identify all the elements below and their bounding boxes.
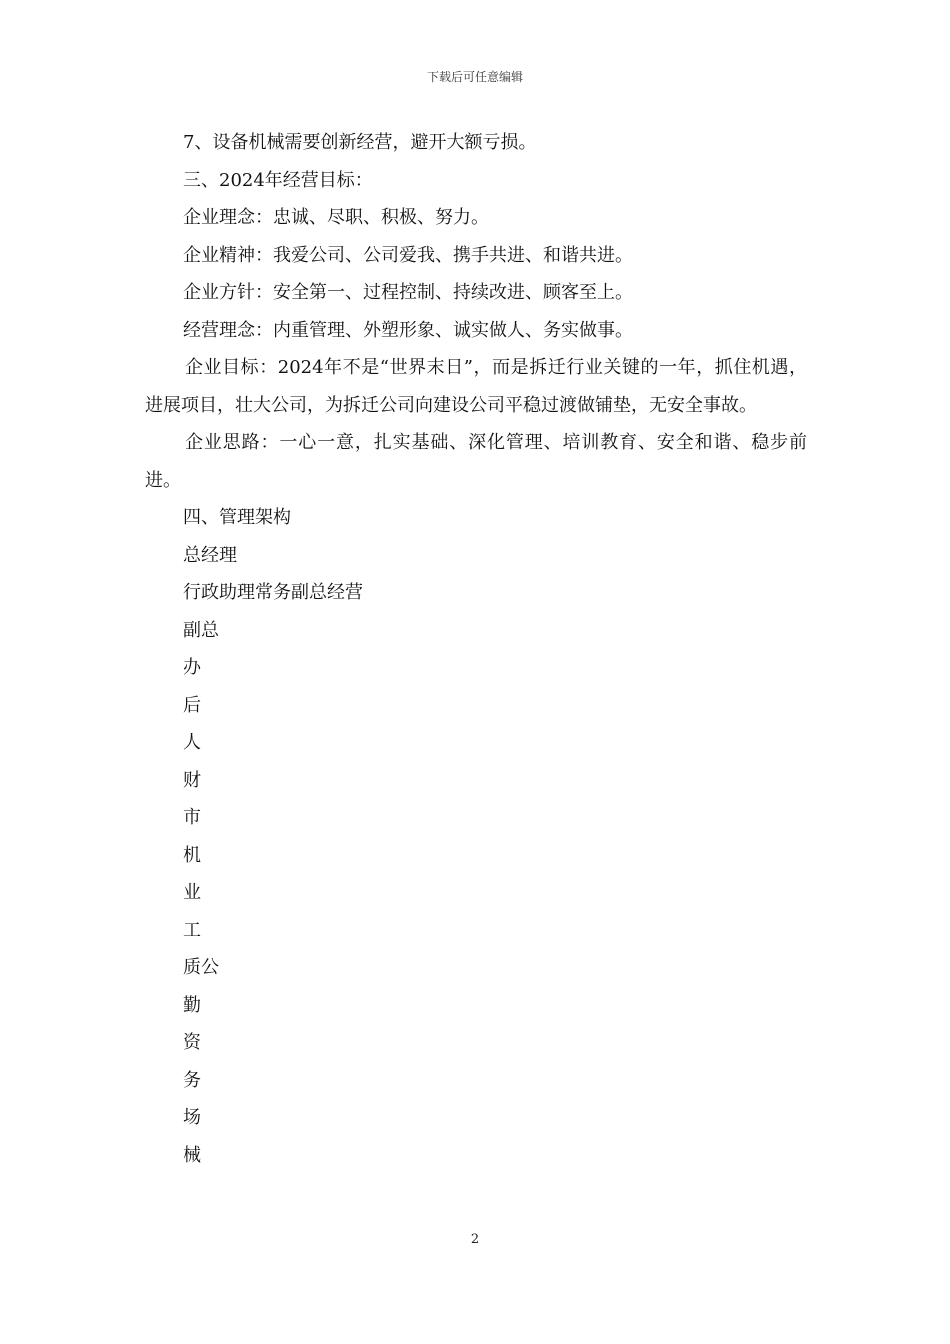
org-line: 务 — [183, 1069, 201, 1091]
org-line: 械 — [183, 1144, 201, 1166]
approach-paragraph: 企业思路：一心一意，扎实基础、深化管理、培训教育、安全和谐、稳步前进。 — [145, 432, 807, 491]
document-body — [145, 124, 807, 1174]
page-number: 2 — [470, 1232, 480, 1247]
org-line: 质公 — [183, 957, 219, 978]
page-header: 下载后可任意编辑 — [426, 70, 523, 84]
text-line: 企业精神：我爱公司、公司爱我、携手共进、和谐共进。 — [183, 244, 633, 266]
text-line: 7、设备机械需要创新经营，避开大额亏损。 — [183, 132, 537, 153]
org-line: 业 — [183, 882, 201, 903]
org-line: 资 — [183, 1032, 201, 1053]
goal-paragraph: 企业目标：2024年不是“世界末日”，而是拆迁行业关键的一年，抓住机遇，进展项目，壮大公司，为拆迁公司向建设公司平稳过渡做铺垫，无安全事故。 — [145, 357, 807, 416]
org-line: 勤 — [183, 994, 201, 1016]
text-line: 企业方针：安全第一、过程控制、持续改进、顾客至上。 — [183, 282, 633, 303]
text-line: 经营理念：内重管理、外塑形象、诚实做人、务实做事。 — [183, 319, 633, 341]
org-line: 副总 — [183, 619, 219, 641]
org-line: 场 — [183, 1107, 201, 1128]
org-line: 市 — [183, 807, 201, 828]
org-line: 行政助理常务副总经营 — [183, 582, 363, 603]
org-line: 财 — [183, 769, 201, 791]
org-line: 办 — [183, 657, 201, 678]
org-line: 工 — [183, 919, 201, 941]
org-line: 人 — [183, 732, 201, 753]
section-heading: 三、2024年经营目标： — [183, 169, 373, 191]
org-line: 机 — [183, 844, 201, 866]
section-heading: 四、管理架构 — [183, 507, 291, 528]
text-line: 企业理念：忠诚、尽职、积极、努力。 — [183, 207, 489, 228]
org-line: 后 — [183, 694, 201, 716]
org-line: 总经理 — [183, 544, 237, 566]
